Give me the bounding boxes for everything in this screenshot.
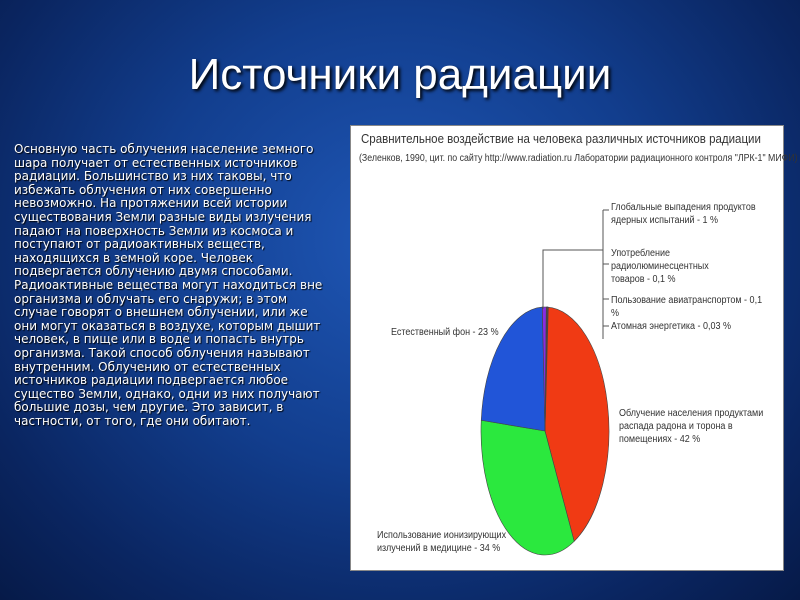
slide-body-text: Основную часть облучения население земного шара получает от естественных источников радиации. Большинство из них таковы, что избежать облучения от них совершенно невозможно. На протяжении всей истории существования Земли разные виды излучения падают на поверхность Земли из космоса и поступают от радиоактивных веществ, находящихся в земной коре. Человек подвергается облучению двумя способами. Радиоактивные вещества могут находиться вне организма и облучать его снаружи; в этом случае говорят о внешнем облучении, или же они могут оказаться в воздухе, которым дышит человек, в пище или в воде и попасть внутрь организма. Такой способ облучения называют внутренним. Облучению от естественных источников радиации подвергается любое существо Земли, однако, одни из них получают большие дозы, чем другие. Это зависит, в частности, от того, где они обитают. [14,142,323,428]
pie-label-medicine: Использование ионизирующих излучений в медицине - 34 % [377,530,507,554]
chart-title: Сравнительное воздействие на человека различных источников радиации [361,132,761,146]
pie-label-natural-background: Естественный фон - 23 % [391,327,499,338]
pie-chart [351,126,798,570]
chart-panel [350,125,798,571]
chart-subtitle: (Зеленков, 1990, цит. по сайту http://www.radiation.ru Лаборатории радиационного контроля "ЛРК-1" МИФИ) [359,153,798,164]
pie-label-luminescent-goods: Употребление радиолюминесцентных товаров - 0,1 % [611,248,709,285]
pie-label-nuclear-energy: Атомная энергетика - 0,03 % [611,321,732,332]
leader-line [543,250,603,309]
pie-label-radon-thoron: Облучение населения продуктами распада радона и торона в помещениях - 42 % [619,408,764,445]
pie-label-air-transport: Пользование авиатранспортом - 0,1 % [611,295,763,319]
slide-title: Источники радиации [188,50,612,99]
pie-label-global-fallout: Глобальные выпадения продуктов ядерных испытаний - 1 % [611,202,756,226]
